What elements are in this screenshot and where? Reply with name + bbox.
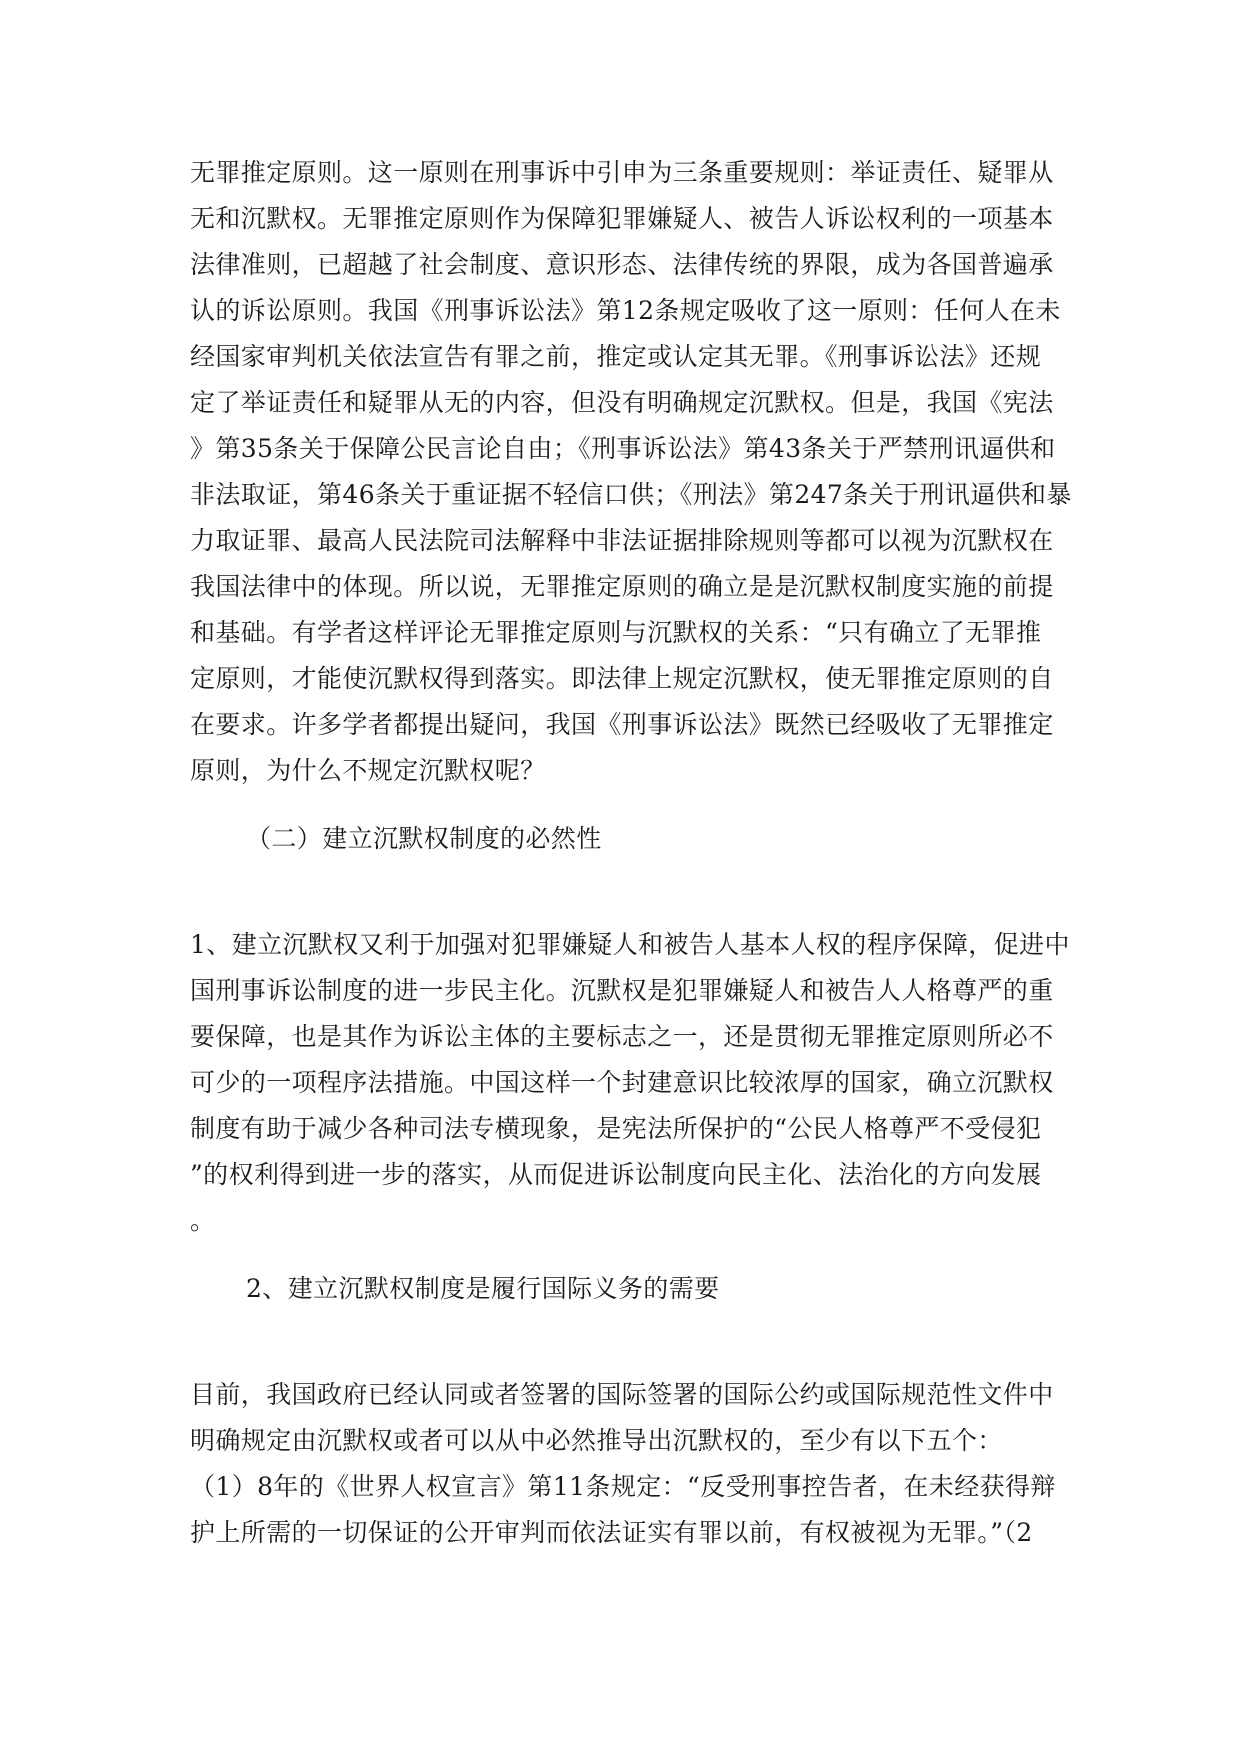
text-line: 非法取证，第46条关于重证据不轻信口供；《刑法》第247条关于刑讯逼供和暴 [190, 480, 1072, 509]
text-line: （1）8年的《世界人权宣言》第11条规定：“反受刑事控告者，在未经获得辩 [190, 1472, 1056, 1501]
text-line: 法律准则，已超越了社会制度、意识形态、法律传统的界限，成为各国普遍承 [190, 250, 1054, 279]
text-line: 在要求。许多学者都提出疑问，我国《刑事诉讼法》既然已经吸收了无罪推定 [190, 710, 1054, 739]
spacer [190, 1244, 1055, 1266]
paragraph-presumption-of-innocence [190, 150, 1072, 794]
text-line: 要保障，也是其作为诉讼主体的主要标志之一，还是贯彻无罪推定原则所必不 [190, 1022, 1054, 1051]
text-line: 原则，为什么不规定沉默权呢？ [190, 756, 546, 785]
text-line: 经国家审判机关依法宣告有罪之前，推定或认定其无罪。《刑事诉讼法》还规 [190, 342, 1042, 371]
spacer [190, 1312, 1055, 1372]
section-heading-international-obligation: 2、建立沉默权制度是履行国际义务的需要 [246, 1274, 720, 1303]
text-line: 明确规定由沉默权或者可以从中必然推导出沉默权的，至少有以下五个： [190, 1426, 1003, 1455]
text-line: 制度有助于减少各种司法专横现象，是宪法所保护的“公民人格尊严不受侵犯 [190, 1114, 1042, 1143]
document-page [190, 150, 1072, 1556]
paragraph-point-1 [190, 922, 1070, 1244]
spacer [190, 794, 1055, 816]
spacer [190, 862, 1055, 922]
text-line: 我国法律中的体现。所以说，无罪推定原则的确立是是沉默权制度实施的前提 [190, 572, 1054, 601]
section-heading-necessity: （二）建立沉默权制度的必然性 [246, 824, 602, 853]
text-line: 定原则，才能使沉默权得到落实。即法律上规定沉默权，使无罪推定原则的自 [190, 664, 1054, 693]
text-line: 和基础。有学者这样评论无罪推定原则与沉默权的关系：“只有确立了无罪推 [190, 618, 1042, 647]
text-line: ”的权利得到进一步的落实，从而促进诉讼制度向民主化、法治化的方向发展 [190, 1160, 1042, 1189]
text-line: 力取证罪、最高人民法院司法解释中非法证据排除规则等都可以视为沉默权在 [190, 526, 1054, 555]
text-line: 定了举证责任和疑罪从无的内容，但没有明确规定沉默权。但是，我国《宪法 [190, 388, 1054, 417]
text-line: 无和沉默权。无罪推定原则作为保障犯罪嫌疑人、被告人诉讼权利的一项基本 [190, 204, 1054, 233]
paragraph-international-conventions [190, 1372, 1055, 1556]
text-line: 国刑事诉讼制度的进一步民主化。沉默权是犯罪嫌疑人和被告人人格尊严的重 [190, 976, 1054, 1005]
text-line: 》第35条关于保障公民言论自由；《刑事诉讼法》第43条关于严禁刑讯逼供和 [190, 434, 1056, 463]
text-line: 可少的一项程序法措施。中国这样一个封建意识比较浓厚的国家，确立沉默权 [190, 1068, 1054, 1097]
text-line: 1、建立沉默权又利于加强对犯罪嫌疑人和被告人基本人权的程序保障，促进中 [190, 930, 1070, 959]
text-line: 。 [190, 1206, 216, 1235]
text-line: 护上所需的一切保证的公开审判而依法证实有罪以前，有权被视为无罪。”（2 [190, 1518, 1033, 1547]
text-line: 目前，我国政府已经认同或者签署的国际签署的国际公约或国际规范性文件中 [190, 1380, 1054, 1409]
text-line: 认的诉讼原则。我国《刑事诉讼法》第12条规定吸收了这一原则：任何人在未 [190, 296, 1061, 325]
text-line: 无罪推定原则。这一原则在刑事诉中引申为三条重要规则：举证责任、疑罪从 [190, 158, 1054, 187]
